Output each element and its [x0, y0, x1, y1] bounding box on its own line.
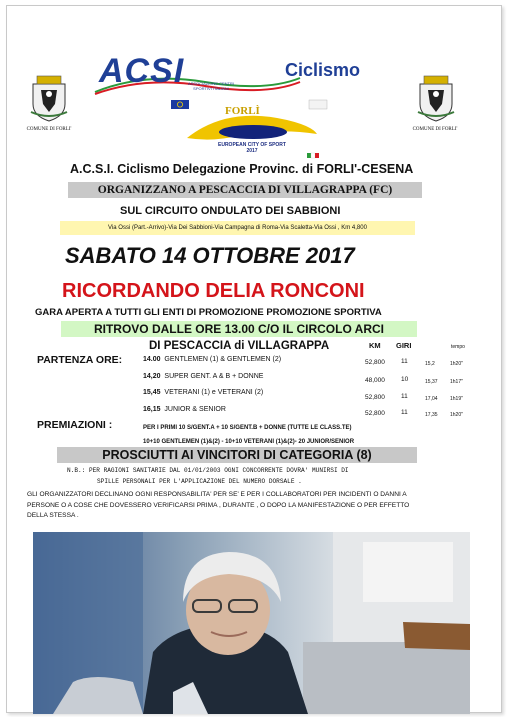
giri-column-header: GIRI: [396, 341, 412, 350]
race-speed: 17,04: [425, 396, 438, 402]
race-category: SUPER GENT. A & B + DONNE: [164, 373, 264, 380]
race-laps: 11: [401, 358, 408, 365]
race-speed: 15,37: [425, 379, 438, 385]
race-start-time: 14,20: [143, 373, 161, 380]
race-speed: 15,2: [425, 361, 435, 367]
delegation-heading: A.C.S.I. Ciclismo Delegazione Provinc. di FORLI'-CESENA: [70, 162, 414, 176]
portrait-photo-icon: [33, 532, 470, 714]
premiazioni-line-2: 10+10 GENTLEMEN (1)&(2) - 10+10 VETERANI (1)&(2)- 20 JUNIOR/SENIOR: [143, 439, 355, 445]
race-km: 52,800: [365, 410, 385, 417]
nb-line-2: SPILLE PERSONALI PER L'APPLICAZIONE DEL NUMERO DORSALE .: [97, 478, 302, 485]
euro-city-line1: EUROPEAN CITY OF SPORT: [218, 142, 286, 148]
race-row: [143, 406, 226, 413]
acsi-wordmark: ACSI: [99, 52, 185, 90]
comune-label-left: COMUNE DI FORLI': [26, 127, 72, 132]
race-km: 52,800: [365, 394, 385, 401]
comune-label-right: COMUNE DI FORLI': [412, 127, 458, 132]
memorial-title: RICORDANDO DELIA RONCONI: [62, 280, 365, 302]
prosciutti-bar: PROSCIUTTI AI VINCITORI DI CATEGORIA (8): [57, 447, 417, 463]
race-laps: 11: [401, 393, 408, 400]
race-km: 52,800: [365, 359, 385, 366]
race-time: 1h20": [450, 361, 463, 367]
km-column-header: KM: [369, 341, 381, 350]
race-start-time: 14.00: [143, 356, 161, 363]
liability-disclaimer: GLI ORGANIZZATORI DECLINANO OGNI RESPONSABILITA' PER SE' E PER I COLLABORATORI PER INCIDENTI O DANNI A PERSONE O A COSE CHE DOVESSERO VERIFICARSI PRIMA , DURANTE , O DOPO LA MANIFESTAZIONE O PER EFFETTO DELLA STESSA .: [27, 491, 410, 519]
european-city-of-sport-logo: [167, 98, 337, 160]
organizzano-text: ORGANIZZANO A PESCACCIA DI VILLAGRAPPA (FC): [97, 184, 393, 196]
race-category: JUNIOR & SENIOR: [164, 406, 226, 413]
race-row: [143, 373, 263, 380]
memorial-photo: [33, 532, 470, 714]
race-start-time: 15,45: [143, 389, 161, 396]
ciclismo-wordmark: Ciclismo: [285, 60, 361, 80]
acsi-tagline: ASSOCIAZIONE CENTRI SPORTIVI ITALIANI: [187, 81, 234, 91]
acsi-logo: [85, 48, 425, 102]
race-category: VETERANI (1) e VETERANI (2): [164, 389, 264, 396]
race-time: 1h20": [450, 412, 463, 418]
poster-page: [6, 5, 502, 713]
race-time: 1h17": [450, 379, 463, 385]
organizzano-bar: [68, 182, 422, 198]
location-heading: DI PESCACCIA di VILLAGRAPPA: [149, 340, 330, 352]
race-laps: 10: [401, 376, 409, 383]
race-time: 1h19": [450, 396, 463, 402]
race-row: [143, 389, 263, 396]
race-laps: 11: [401, 409, 408, 416]
ritrovo-bar: RITROVO DALLE ORE 13.00 C/O IL CIRCOLO ARCI: [61, 321, 417, 337]
race-category: GENTLEMEN (1) & GENTLEMEN (2): [164, 356, 282, 363]
forli-wordmark: FORLÌ: [225, 105, 260, 117]
route-description: Via Ossi (Part.-Arrivo)-Via Dei Sabbioni-Via Campagna di Roma-Via Scaletta-Via Ossi , Km 4,800: [60, 221, 415, 235]
circuit-heading: SUL CIRCUITO ONDULATO DEI SABBIONI: [120, 205, 341, 217]
race-start-time: 16,15: [143, 406, 161, 413]
euro-city-text: [197, 142, 307, 154]
premiazioni-label: PREMIAZIONI :: [37, 419, 113, 431]
partenza-label: PARTENZA ORE:: [37, 354, 123, 366]
nb-line-1: N.B.: PER RAGIONI SANITARIE DAL 01/01/2003 OGNI CONCORRENTE DOVRA' MUNIRSI DI: [67, 467, 349, 474]
euro-city-year: 2017: [246, 148, 258, 154]
open-race-note: GARA APERTA A TUTTI GLI ENTI DI PROMOZIONE PROMOZIONE SPORTIVA: [35, 307, 382, 318]
premiazioni-line-1: PER I PRIMI 10 S/GENT.A + 10 S/GENT.B + DONNE (TUTTE LE CLASS.TE): [143, 425, 352, 431]
event-date: SABATO 14 OTTOBRE 2017: [65, 243, 355, 268]
race-speed: 17,35: [425, 412, 438, 418]
forli-coat-of-arms-icon: [27, 74, 71, 122]
race-row: [143, 356, 281, 363]
tempo-column-header: tempo: [451, 344, 465, 350]
race-km: 48,000: [365, 377, 385, 384]
